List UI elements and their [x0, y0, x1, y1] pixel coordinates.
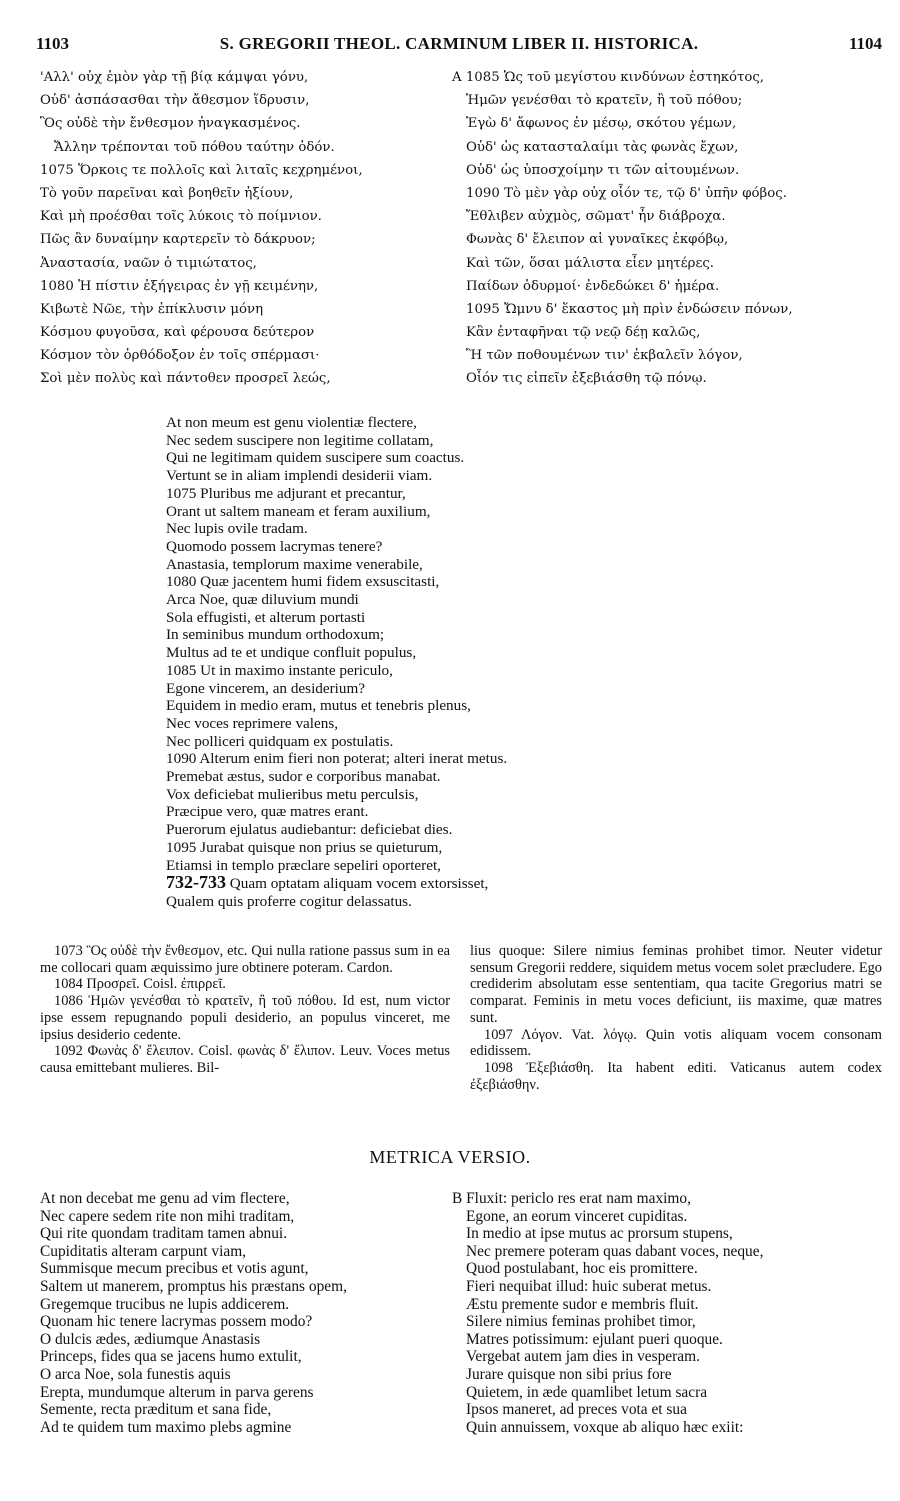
latin-line: Quomodo possem lacrymas tenere?: [166, 537, 383, 555]
verse-line: Saltem ut manerem, promptus his præstans opem,: [40, 1277, 347, 1295]
verse-line: Quietem, in æde quamlibet letum sacra: [466, 1383, 708, 1401]
verse-line: B Fluxit: periclo res erat nam maximo,: [452, 1190, 691, 1207]
greek-line: Παίδων ὀδυρμοί· ἐνδεδώκει δ' ἡμέρα.: [466, 278, 720, 294]
greek-line: Πῶς ἂν δυναίμην καρτερεῖν τὸ δάκρυον;: [40, 232, 316, 248]
verse-line: In medio at ipse mutus ac prorsum stupens,: [466, 1225, 733, 1243]
greek-line: Ἢ τῶν ποθουμένων τιν' ἐκβαλεῖν λόγον,: [466, 348, 743, 364]
latin-line: Præcipue vero, quæ matres erant.: [166, 803, 369, 821]
latin-line: Qui ne legitimam quidem suscipere sum coactus.: [166, 449, 465, 467]
footnote: 1092 Φωνὰς δ' ἔλειπον. Coisl. φωνὰς δ' ἔλιπον. Leuv. Voces metus causa emittebant mulieres. Bil-: [40, 1043, 450, 1076]
latin-translation: [166, 414, 786, 911]
verse-line: Summisque mecum precibus et votis agunt,: [40, 1260, 309, 1278]
latin-line: Nec voces reprimere valens,: [166, 714, 339, 732]
verse-line: Gregemque trucibus ne lupis addicerem.: [40, 1295, 290, 1313]
page-number-right: 1104: [848, 34, 882, 53]
latin-line: Puerorum ejulatus audiebantur: deficiebat dies.: [166, 821, 453, 839]
greek-line: 'Αλλ' οὐχ ἐμὸν γὰρ τῇ βίᾳ κάμψαι γόνυ,: [40, 70, 309, 85]
greek-line: Ἐγὼ δ' ἄφωνος ἐν μέσῳ, σκότου γέμων,: [466, 116, 737, 132]
latin-line: [166, 874, 786, 893]
latin-line: Orant ut saltem maneam et feram auxilium,: [166, 502, 431, 520]
latin-line: Equidem in medio eram, mutus et tenebris plenus,: [166, 697, 471, 715]
latin-line: Vertunt se in aliam implendi desiderii viam.: [166, 467, 433, 485]
verse-line: Egone, an eorum vinceret cupiditas.: [466, 1207, 688, 1225]
latin-line: Vox deficiebat mulieribus metu perculsis,: [166, 785, 419, 803]
latin-line: 1095 Jurabat quisque non prius se quieturum,: [166, 838, 443, 856]
verse-line: Ad te quidem tum maximo plebs agmine: [40, 1418, 292, 1436]
verse-line: Matres potissimum: ejulant pueri quoque.: [466, 1330, 723, 1348]
footnotes-left-column: [40, 943, 450, 1077]
verse-line: Quin annuissem, voxque ab aliquo hæc exiit:: [466, 1418, 744, 1436]
metrica-left-column: [40, 1190, 450, 1436]
greek-line: Οἷόν τις εἰπεῖν ἐξεβιάσθη τῷ πόνῳ.: [466, 371, 707, 387]
greek-line: Κιβωτὲ Νῶε, τὴν ἐπίκλυσιν μόνη: [40, 301, 264, 317]
verse-line: Jurare quisque non sibi prius fore: [466, 1365, 672, 1383]
greek-line: Σοὶ μὲν πολὺς καὶ πάντοθεν προσρεῖ λεώς,: [40, 371, 331, 387]
latin-line: Nec lupis ovile tradam.: [166, 520, 308, 538]
verse-line: Quonam hic tenere lacrymas possem modo?: [40, 1313, 313, 1331]
greek-line: Καὶ τῶν, ὅσαι μάλιστα εἶεν μητέρες.: [466, 255, 715, 271]
footnote: 1084 Προσρεῖ. Coisl. ἐπιρρεῖ.: [54, 976, 226, 993]
verse-line: Quod postulabant, hoc eis promittere.: [466, 1260, 698, 1278]
greek-line: 1095 Ὤμνυ δ' ἕκαστος μὴ πρὶν ἐνδώσειν πόνων,: [466, 301, 793, 317]
latin-line: Qualem quis proferre cogitur delassatus.: [166, 892, 412, 910]
footnotes-right-column: [470, 943, 882, 1093]
page-number-left: 1103: [36, 34, 70, 53]
verse-line: Erepta, mundumque alterum in parva gerens: [40, 1383, 314, 1401]
verse-line: Fieri nequibat illud: huic suberat metus.: [466, 1277, 712, 1295]
greek-line: Οὐδ' ὡς ὑποσχοίμην τι τῶν αἰτουμένων.: [466, 162, 740, 178]
greek-line: Κἂν ἐνταφῆναι τῷ νεῷ δέῃ καλῶς,: [466, 325, 701, 341]
latin-line: In seminibus mundum orthodoxum;: [166, 626, 385, 644]
metrica-right-column: [452, 1190, 892, 1436]
greek-line: Καὶ μὴ προέσθαι τοῖς λύκοις τὸ ποίμνιον.: [40, 209, 322, 225]
latin-line: 1085 Ut in maximo instante periculo,: [166, 661, 393, 679]
greek-line: Ἔθλιβεν αὐχμὸς, σῶματ' ἦν διάβροχα.: [466, 209, 726, 225]
verse-line: Semente, recta præditum et sana fide,: [40, 1401, 272, 1419]
latin-line: At non meum est genu violentiæ flectere,: [166, 414, 417, 431]
greek-line: Κόσμον τὸν ὀρθόδοξον ἐν τοῖς σπέρμασι·: [40, 348, 320, 364]
greek-text-left-column: [40, 66, 445, 391]
verse-line: At non decebat me genu ad vim flectere,: [40, 1190, 290, 1207]
footnote: 1097 Λόγον. Vat. λόγῳ. Quin votis aliquam vocem consonam edidissem.: [470, 1026, 882, 1060]
latin-line: Sola effugisti, et alterum portasti: [166, 608, 366, 626]
running-header: [36, 34, 882, 60]
footnote: 1073 Ὃς οὐδὲ τὴν ἔνθεσμον, etc. Qui nulla ratione passus sum in ea me collocari quam æquissimo jure obtinere poteram. Cardon.: [40, 943, 450, 976]
verse-line: Silere nimius feminas prohibet timor,: [466, 1313, 696, 1331]
latin-line: Etiamsi in templo præclare sepeliri oporteret,: [166, 856, 441, 874]
greek-line: Φωνὰς δ' ἔλειπον αἱ γυναῖκες ἐκφόβῳ,: [466, 232, 729, 248]
footnote: 1098 Ἐξεβιάσθη. Ita habent editi. Vaticanus autem codex ἐξεβιάσθην.: [470, 1059, 882, 1093]
verse-line: Cupiditatis alteram carpunt viam,: [40, 1242, 247, 1260]
greek-line: Τὸ γοῦν παρεῖναι καὶ βοηθεῖν ἠξίουν,: [40, 185, 294, 201]
latin-line: Anastasia, templorum maxime venerabile,: [166, 555, 423, 573]
latin-line: 1075 Pluribus me adjurant et precantur,: [166, 484, 406, 502]
verse-line: Nec capere sedem rite non mihi traditam,: [40, 1207, 295, 1225]
latin-line: Egone vincerem, an desiderium?: [166, 679, 366, 697]
greek-line: Οὐδ' ὡς κατασταλαίμι τὰς φωνὰς ἔχων,: [466, 139, 739, 155]
verse-line: O arca Noe, sola funestis aquis: [40, 1365, 231, 1383]
footnote: 1086 Ἡμῶν γενέσθαι τὸ κρατεῖν, ἢ τοῦ πόθου. Id est, num victor ipse essem repugnando populi desiderio, an populus vinceret, me ipsius desiderio cedente.: [40, 993, 450, 1043]
greek-line: Ἄλλην τρέπονται τοῦ πόθου ταύτην ὁδόν.: [54, 139, 335, 155]
latin-line: 1080 Quæ jacentem humi fidem exsuscitasti,: [166, 573, 440, 591]
greek-line: Ἀναστασία, ναῶν ὁ τιμιώτατος,: [40, 255, 257, 271]
verse-line: Æstu premente sudor e membris fluit.: [466, 1295, 699, 1313]
verse-line: Ipsos maneret, ad preces vota et sua: [466, 1401, 687, 1419]
greek-line: Ἡμῶν γενέσθαι τὸ κρατεῖν, ἢ τοῦ πόθου;: [466, 93, 743, 109]
greek-line: Κόσμου φυγοῦσα, καὶ φέρουσα δεύτερον: [40, 325, 315, 341]
latin-line-text: Quam optatam aliquam vocem extorsisset,: [229, 875, 489, 893]
latin-line: Nec sedem suscipere non legitime collatam,: [166, 431, 434, 449]
column-number-marker: 732-733: [166, 872, 226, 893]
greek-line: 1075 Ὅρκοις τε πολλοῖς καὶ λιταῖς κεχρημένοι,: [40, 162, 363, 178]
verse-line: O dulcis ædes, ædiumque Anastasis: [40, 1330, 261, 1348]
latin-line: 1090 Alterum enim fieri non poterat; alteri inerat metus.: [166, 750, 508, 768]
greek-line: A 1085 Ὡς τοῦ μεγίστου κινδύνων ἑστηκότος,: [452, 70, 765, 85]
latin-line: Nec polliceri quidquam ex postulatis.: [166, 732, 394, 750]
section-title: METRICA VERSIO.: [369, 1147, 531, 1167]
latin-line: Arca Noe, quæ diluvium mundi: [166, 591, 359, 609]
verse-line: Vergebat autem jam dies in vesperam.: [466, 1348, 700, 1366]
verse-line: Qui rite quondam traditam tamen abnui.: [40, 1225, 288, 1243]
greek-line: 1080 Ἡ πίστιν ἐξήγειρας ἐν γῇ κειμένην,: [40, 278, 319, 294]
verse-line: Princeps, fides qua se jacens humo extulit,: [40, 1348, 302, 1366]
verse-line: Nec premere poteram quas dabant voces, neque,: [466, 1242, 764, 1260]
latin-line: Premebat æstus, sudor e corporibus manabat.: [166, 768, 441, 786]
greek-line: Οὐδ' ἀσπάσασθαι τὴν ἄθεσμον ἵδρυσιν,: [40, 93, 310, 109]
greek-text-right-column: [452, 66, 892, 391]
greek-line: 1090 Τὸ μὲν γὰρ οὐχ οἷόν τε, τῷ δ' ὑπῆν φόβος.: [466, 185, 787, 201]
footnote: lius quoque: Silere nimius feminas prohibet timor. Neuter videtur sensum Gregorii reddere, siquidem metus vocem solet præcludere. Ego crediderim absolutam esse sententiam, qua tacite Gregorius matri se comparat. Feminis in metu voces deficiunt, iis maxime, quæ matres sunt.: [470, 943, 882, 1026]
header-title: S. GREGORII THEOL. CARMINUM LIBER II. HISTORICA.: [219, 34, 699, 53]
latin-line: Multus ad te et undique confluit populus,: [166, 644, 417, 662]
greek-line: Ὃς οὐδὲ τὴν ἔνθεσμον ἠναγκασμένος.: [40, 116, 301, 132]
